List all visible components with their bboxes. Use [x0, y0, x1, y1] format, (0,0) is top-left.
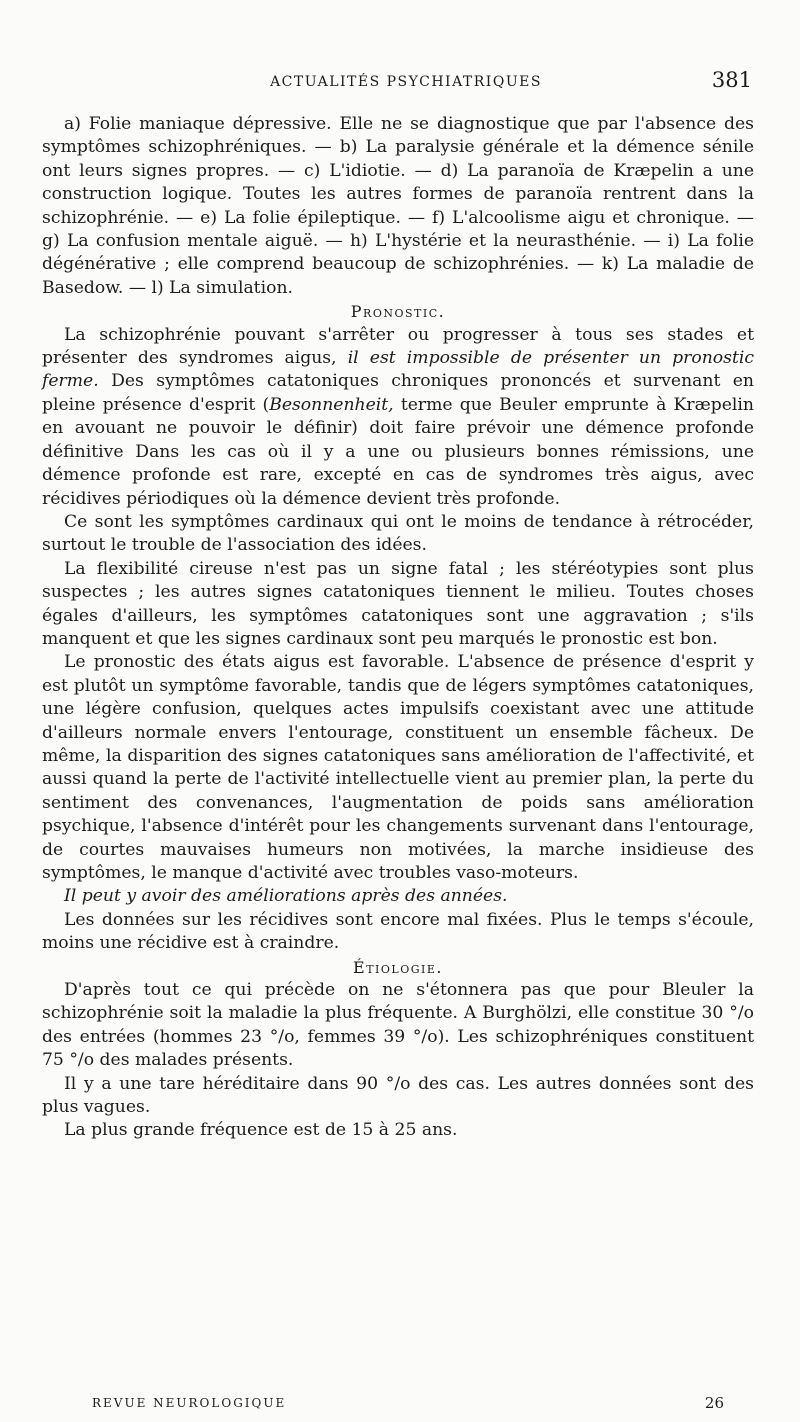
- paragraph-catatonic-signs: La flexibilité cireuse n'est pas un signe fatal ; les stéréotypies sont plus suspectes ; les autres signes catatoniques tiennent le milieu. Toutes choses égales d'ailleurs, les symptômes catatoniques sont une aggravation ; s'ils manquent et que les signes cardinaux sont peu marqués le pronostic est bon.: [42, 558, 754, 649]
- paragraph-text: terme que Beuler emprunte à Kræpelin en avouant ne pouvoir le définir) doit faire prévoir une démence profonde définitive Dans les cas où il y a une ou plusieurs bonnes rémissions, une démence profonde est rare, excepté en cas de syndromes très aigus, avec récidives périodiques où la démence devient très profonde.: [42, 394, 754, 509]
- paragraph-age: La plus grande fréquence est de 15 à 25 ans.: [64, 1120, 458, 1141]
- paragraph-text: Des symptômes catatoniques chroniques prononcés et survenant en pleine présence d'esprit (: [42, 371, 754, 415]
- paragraph-pronostic-intro: [42, 324, 754, 511]
- section-heading-etiologie: Étiologie.: [353, 957, 443, 977]
- paragraph-heredity: Il y a une tare héréditaire dans 90 °/o des cas. Les autres données sont des plus vagues.: [42, 1073, 754, 1118]
- paragraph-cardinal-symptoms: Ce sont les symptômes cardinaux qui ont le moins de tendance à rétrocéder, surtout le trouble de l'association des idées.: [42, 511, 754, 556]
- italic-emphasis: il est impossible de présenter un pronostic ferme.: [42, 348, 754, 392]
- page-header: [60, 68, 752, 98]
- italic-emphasis: Il peut y avoir des améliorations après des années.: [64, 886, 508, 907]
- page-footer: [92, 1394, 724, 1414]
- paragraph-acute-states: Le pronostic des états aigus est favorable. L'absence de présence d'esprit y est plutôt un symptôme favorable, tandis que de légers symptômes catatoniques, une légère confusion, quelques actes impulsifs coexistant avec une attitude d'ailleurs normale envers l'entourage, constituent un ensemble fâcheux. De même, la disparition des signes catatoniques sans amélioration de l'affectivité, et aussi quand la perte de l'activité intellectuelle vient au premier plan, la perte du sentiment des convenances, l'augmentation de poids sans amélioration psychique, l'absence d'intérêt pour les changements survenant dans l'entourage, de courtes mauvaises humeurs non motivées, la marche insidieuse des symptômes, le manque d'activité avec troubles vaso-moteurs.: [42, 652, 754, 883]
- paragraph-recurrences: Les données sur les récidives sont encore mal fixées. Plus le temps s'écoule, moins une récidive est à craindre.: [42, 909, 754, 954]
- body-text: [42, 113, 754, 1143]
- italic-term: Besonnenheit,: [269, 394, 394, 415]
- paragraph-text: La schizophrénie pouvant s'arrêter ou progresser à tous ses stades et présenter des syndromes aigus,: [42, 324, 754, 369]
- paragraph-frequency: D'après tout ce qui précède on ne s'étonnera pas que pour Bleuler la schizophrénie soit la maladie la plus fréquente. A Burghölzi, elle constitue 30 °/o des entrées (hommes 23 °/o, femmes 39 °/o). Les schizophréniques constituent 75 °/o des malades présents.: [42, 980, 754, 1071]
- section-heading-pronostic: Pronostic.: [350, 302, 446, 322]
- signature-mark: 26: [704, 1394, 724, 1412]
- paragraph-improvements: [42, 885, 754, 908]
- running-title: ACTUALITÉS PSYCHIATRIQUES: [270, 74, 542, 90]
- paragraph-differential-diagnosis: a) Folie maniaque dépressive. Elle ne se diagnostique que par l'absence des symptômes schizophréniques. — b) La paralysie générale et la démence sénile ont leurs signes propres. — c) L'idiotie. — d) La paranoïa de Kræpelin a une construction logique. Toutes les autres formes de paranoïa rentrent dans la schizophrénie. — e) La folie épileptique. — f) L'alcoolisme aigu et chronique. — g) La confusion mentale aiguë. — h) L'hystérie et la neurasthénie. — i) La folie dégénérative ; elle comprend beaucoup de schizophrénies. — k) La maladie de Basedow. — l) La simulation.: [42, 114, 754, 298]
- page-number: 381: [711, 68, 752, 92]
- journal-name: REVUE NEUROLOGIQUE: [92, 1396, 287, 1410]
